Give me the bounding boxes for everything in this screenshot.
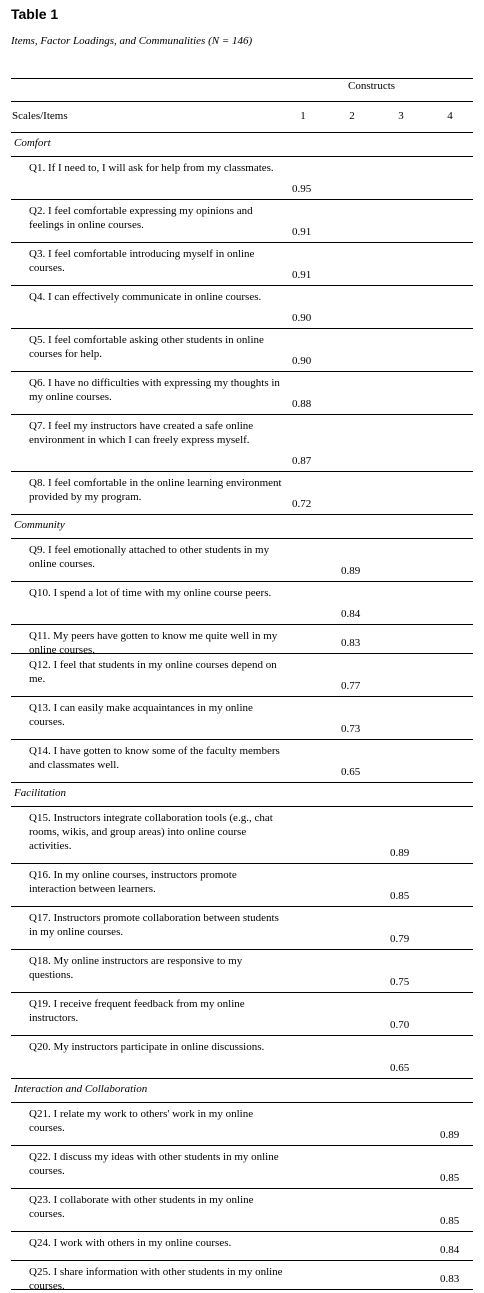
table-row [11,329,473,372]
table-row [11,625,473,654]
section-header [11,783,473,807]
item-text: Q4. I can effectively communicate in online courses. [29,291,262,303]
table-row [11,993,473,1036]
factor-loading: 0.85 [440,1215,460,1227]
section-header [11,133,473,157]
item-text: Q14. I have gotten to know some of the faculty members and classmates well. [29,745,280,771]
table-caption: Items, Factor Loadings, and Communalities (N = 146) [11,35,253,47]
table-row [11,950,473,993]
factor-loading: 0.87 [292,455,312,467]
factor-loading: 0.90 [292,312,312,324]
column-header-3: 3 [398,110,404,122]
item-text: Q16. In my online courses, instructors promote interaction between learners. [29,869,237,895]
table-row [11,654,473,697]
item-text: Q21. I relate my work to others' work in my online courses. [29,1108,254,1134]
factor-loading: 0.88 [292,398,312,410]
table-row [11,1103,473,1146]
table-row [11,1189,473,1232]
constructs-header-row [11,79,473,102]
table-row [11,157,473,200]
item-text: Q13. I can easily make acquaintances in my online courses. [29,702,253,728]
factor-loading: 0.89 [390,847,410,859]
item-text: Q8. I feel comfortable in the online learning environment provided by my program. [29,477,282,503]
table-row [11,472,473,515]
item-text: Q2. I feel comfortable expressing my opinions and feelings in online courses. [29,205,253,231]
section-header [11,515,473,539]
factor-loading: 0.77 [341,680,361,692]
item-text: Q11. My peers have gotten to know me quite well in my online courses. [29,630,278,656]
table-row [11,1232,473,1261]
table-row [11,1261,473,1290]
table-row [11,539,473,582]
table-row [11,582,473,625]
item-text: Q17. Instructors promote collaboration between students in my online courses. [29,912,279,938]
item-text: Q9. I feel emotionally attached to other students in my online courses. [29,544,270,570]
item-text: Q19. I receive frequent feedback from my online instructors. [29,998,245,1024]
factor-loading: 0.65 [341,766,361,778]
table-row [11,200,473,243]
item-text: Q7. I feel my instructors have created a safe online environment in which I can freely express myself. [29,420,254,446]
factor-loading: 0.84 [341,608,361,620]
section-header [11,1079,473,1103]
table-row [11,243,473,286]
factor-loading: 0.91 [292,269,312,281]
factor-loading: 0.83 [440,1273,460,1285]
factor-loading: 0.83 [341,637,361,649]
factor-loading: 0.90 [292,355,312,367]
factor-loading: 0.91 [292,226,312,238]
item-text: Q15. Instructors integrate collaboration tools (e.g., chat rooms, wikis, and group areas) into online course activities. [29,812,273,852]
factor-loading: 0.79 [390,933,410,945]
factor-loading: 0.85 [440,1172,460,1184]
section-title: Community [14,519,65,531]
column-header-1: 1 [300,110,306,122]
table-row [11,415,473,472]
table-row [11,740,473,783]
table-body [11,133,473,1290]
section-title: Interaction and Collaboration [14,1083,148,1095]
factor-loading: 0.89 [440,1129,460,1141]
item-text: Q3. I feel comfortable introducing myself in online courses. [29,248,255,274]
factor-loading: 0.72 [292,498,312,510]
section-title: Facilitation [14,787,66,799]
column-header-2: 2 [349,110,355,122]
factor-loadings-table [11,78,473,1290]
table-row [11,1146,473,1189]
table-row [11,286,473,329]
table-row [11,697,473,740]
column-header-4: 4 [447,110,453,122]
constructs-header: Constructs [348,80,396,92]
item-text: Q25. I share information with other students in my online courses. [29,1266,283,1292]
table-row [11,864,473,907]
scales-items-header: Scales/Items [12,110,68,122]
item-text: Q20. My instructors participate in online discussions. [29,1041,265,1053]
factor-loading: 0.73 [341,723,361,735]
item-text: Q1. If I need to, I will ask for help from my classmates. [29,162,274,174]
item-text: Q12. I feel that students in my online courses depend on me. [29,659,277,685]
factor-loading: 0.70 [390,1019,410,1031]
item-text: Q18. My online instructors are responsive to my questions. [29,955,243,981]
column-header-row [11,102,473,133]
table-row [11,1036,473,1079]
table-title: Table 1 [11,6,59,22]
item-text: Q5. I feel comfortable asking other students in online courses for help. [29,334,264,360]
factor-loading: 0.95 [292,183,312,195]
table-row [11,807,473,864]
table-row [11,372,473,415]
factor-loading: 0.65 [390,1062,410,1074]
item-text: Q6. I have no difficulties with expressing my thoughts in my online courses. [29,377,280,403]
item-text: Q10. I spend a lot of time with my online course peers. [29,587,272,599]
factor-loading: 0.85 [390,890,410,902]
table-row [11,907,473,950]
factor-loading: 0.75 [390,976,410,988]
item-text: Q22. I discuss my ideas with other students in my online courses. [29,1151,279,1177]
item-text: Q23. I collaborate with other students in my online courses. [29,1194,254,1220]
factor-loading: 0.84 [440,1244,460,1256]
section-title: Comfort [14,137,51,149]
item-text: Q24. I work with others in my online courses. [29,1237,232,1249]
factor-loading: 0.89 [341,565,361,577]
